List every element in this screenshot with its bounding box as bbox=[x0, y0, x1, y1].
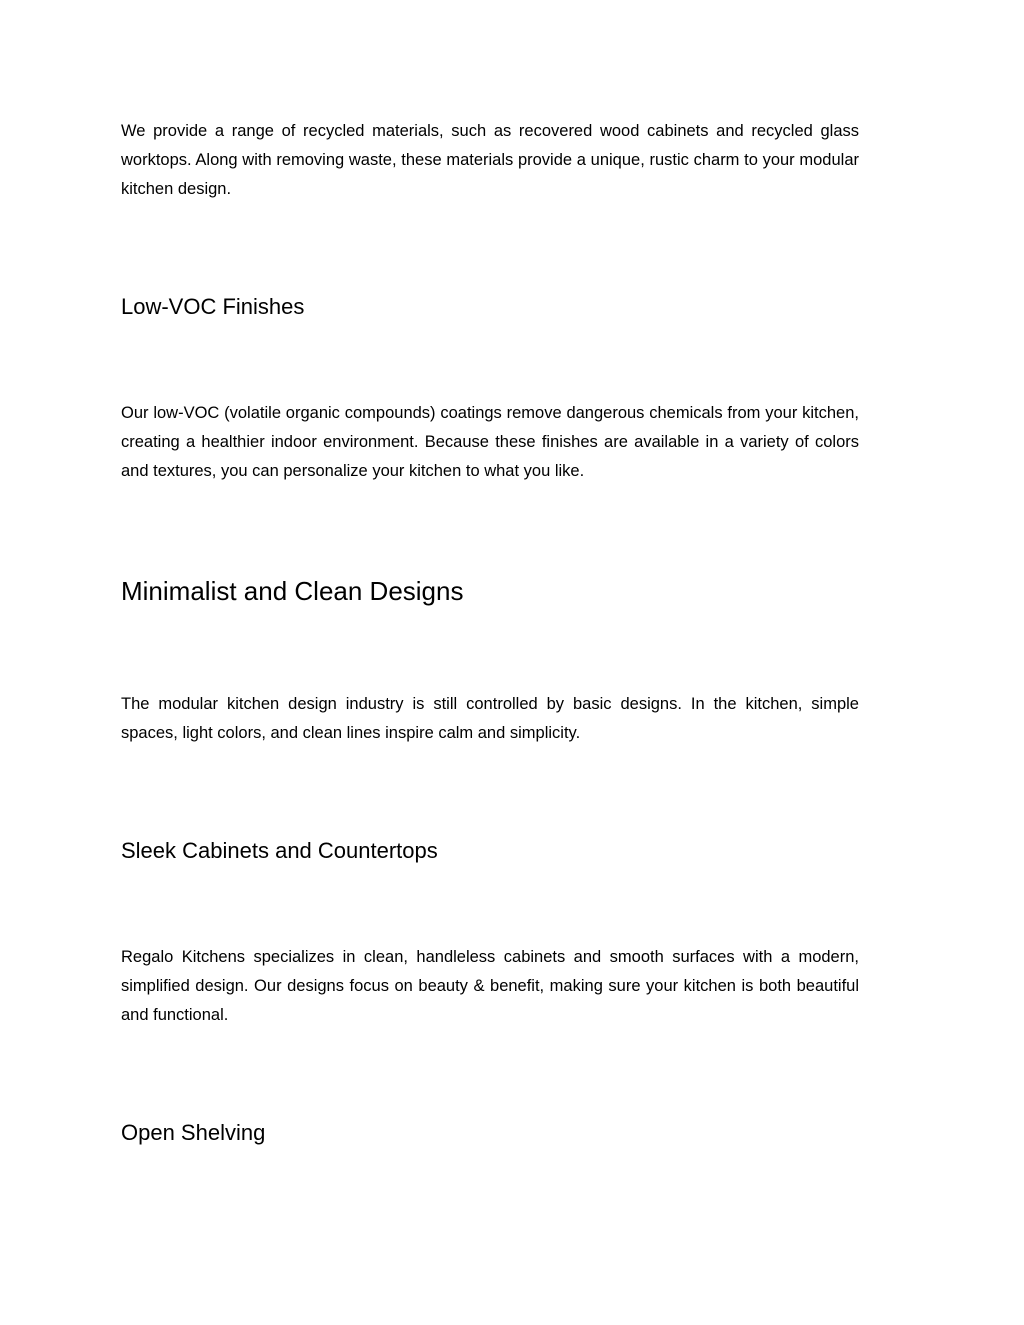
heading-open-shelving: Open Shelving bbox=[121, 1120, 266, 1145]
paragraph-low-voc: Our low-VOC (volatile organic compounds) coatings remove dangerous chemicals from your kitchen, creating a healthier indoor environment. Because these finishes are available in a variety of colors and textures, you can personalize your kitchen to what you like. bbox=[121, 404, 859, 480]
heading-minimalist-designs: Minimalist and Clean Designs bbox=[121, 576, 464, 606]
paragraph-recycled-materials: We provide a range of recycled materials, such as recovered wood cabinets and recycled glass worktops. Along with removing waste, these materials provide a unique, rustic charm to your modular kitchen design. bbox=[121, 122, 859, 198]
paragraph-minimalist: The modular kitchen design industry is still controlled by basic designs. In the kitchen, simple spaces, light colors, and clean lines inspire calm and simplicity. bbox=[121, 695, 859, 742]
heading-low-voc-finishes: Low-VOC Finishes bbox=[121, 294, 305, 319]
heading-sleek-cabinets: Sleek Cabinets and Countertops bbox=[121, 838, 438, 863]
paragraph-sleek-cabinets: Regalo Kitchens specializes in clean, handleless cabinets and smooth surfaces with a modern, simplified design. Our designs focus on beauty & benefit, making sure your kitchen is both beautiful and functional. bbox=[121, 948, 859, 1024]
